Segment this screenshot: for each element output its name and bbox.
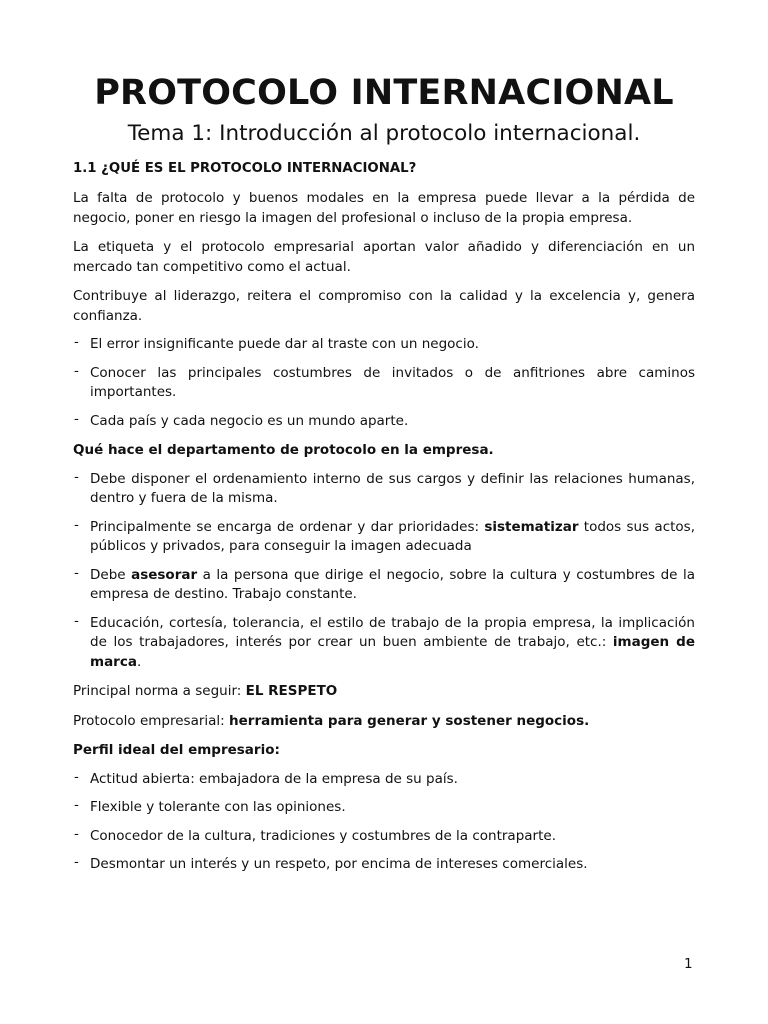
intro-bullet-list	[73, 335, 695, 431]
norm-label: Principal norma a seguir:	[73, 683, 246, 699]
list-item-text: Educación, cortesía, tolerancia, el estilo de trabajo de la propia empresa, la implicación de los trabajadores, interés por crear un buen ambiente de trabajo, etc.:	[90, 614, 695, 650]
list-item-text: todos sus actos, públicos y privados, para conseguir la imagen adecuada	[90, 518, 695, 554]
list-item	[73, 518, 695, 557]
document-title: PROTOCOLO INTERNACIONAL	[94, 73, 674, 113]
list-item: - Cada país y cada negocio es un mundo aparte.	[73, 412, 695, 432]
list-item	[73, 566, 695, 605]
list-item: - Conocedor de la cultura, tradiciones y costumbres de la contraparte.	[73, 827, 695, 847]
emphasis-text: sistematizar	[484, 518, 579, 535]
intro-paragraph: La falta de protocolo y buenos modales en la empresa puede llevar a la pérdida de negocio, poner en riesgo la imagen del profesional o incluso de la propia empresa.	[73, 190, 695, 226]
department-heading: Qué hace el departamento de protocolo en la empresa.	[73, 442, 494, 458]
business-protocol-value: herramienta para generar y sostener negocios.	[229, 712, 590, 729]
document-subtitle: Tema 1: Introducción al protocolo internacional.	[127, 121, 641, 146]
intro-paragraph: Contribuye al liderazgo, reitera el compromiso con la calidad y la excelencia y, genera confianza.	[73, 288, 695, 324]
list-item: - Desmontar un interés y un respeto, por encima de intereses comerciales.	[73, 855, 695, 875]
list-item	[73, 614, 695, 673]
list-item-text: a la persona que dirige el negocio, sobre la cultura y costumbres de la empresa de destino. Trabajo constante.	[90, 566, 695, 602]
intro-paragraph: La etiqueta y el protocolo empresarial aportan valor añadido y diferenciación en un mercado tan competitivo como el actual.	[73, 239, 695, 275]
list-item-text: Debe	[90, 566, 132, 583]
section-heading: 1.1 ¿QUÉ ES EL PROTOCOLO INTERNACIONAL?	[73, 161, 417, 176]
list-item	[73, 470, 695, 509]
profile-heading: Perfil ideal del empresario:	[73, 742, 280, 758]
list-item: - Conocer las principales costumbres de invitados o de anfitriones abre caminos importantes.	[73, 364, 695, 403]
list-item: - Actitud abierta: embajadora de la empresa de su país.	[73, 770, 695, 790]
norm-paragraph	[73, 682, 695, 702]
list-item-text: Principalmente se encarga de ordenar y dar prioridades:	[90, 518, 485, 535]
department-bullet-list	[73, 470, 695, 673]
norm-value: EL RESPETO	[245, 683, 338, 699]
emphasis-text: imagen de marca	[90, 634, 695, 670]
list-item-text: Debe disponer el ordenamiento interno de sus cargos y definir las relaciones humanas, dentro y fuera de la misma.	[90, 470, 695, 506]
business-protocol-paragraph	[73, 712, 695, 732]
profile-bullet-list	[73, 770, 695, 875]
page-number: 1	[684, 956, 693, 972]
business-protocol-label: Protocolo empresarial:	[73, 712, 230, 729]
document-page	[73, 70, 695, 875]
list-item: - Flexible y tolerante con las opiniones.	[73, 798, 695, 818]
list-item-text: .	[136, 653, 142, 670]
list-item: - El error insignificante puede dar al traste con un negocio.	[73, 335, 695, 355]
emphasis-text: asesorar	[131, 566, 198, 583]
